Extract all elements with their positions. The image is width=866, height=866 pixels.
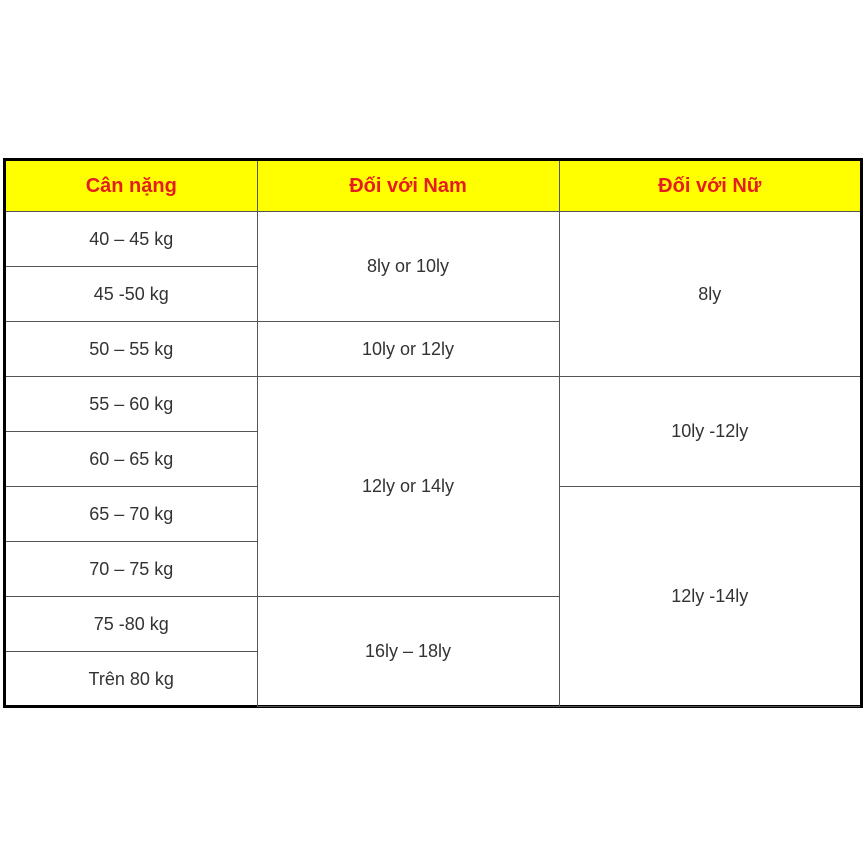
weight-cell: 75 -80 kg xyxy=(6,597,257,652)
table-row xyxy=(6,377,860,432)
header-women: Đối với Nữ xyxy=(559,161,860,212)
table-row xyxy=(6,212,860,267)
header-weight: Cân nặng xyxy=(6,161,257,212)
header-men: Đối với Nam xyxy=(257,161,559,212)
men-size-cell: 10ly or 12ly xyxy=(257,322,559,377)
women-size-cell: 12ly -14ly xyxy=(559,487,860,707)
women-size-cell: 10ly -12ly xyxy=(559,377,860,487)
header-row xyxy=(6,161,860,212)
weight-cell: 55 – 60 kg xyxy=(6,377,257,432)
weight-cell: 50 – 55 kg xyxy=(6,322,257,377)
weight-cell: 40 – 45 kg xyxy=(6,212,257,267)
weight-cell: 45 -50 kg xyxy=(6,267,257,322)
size-chart-table xyxy=(6,161,860,707)
size-chart-table-container xyxy=(3,158,863,708)
men-size-cell: 8ly or 10ly xyxy=(257,212,559,322)
men-size-cell: 16ly – 18ly xyxy=(257,597,559,707)
weight-cell: 70 – 75 kg xyxy=(6,542,257,597)
women-size-cell: 8ly xyxy=(559,212,860,377)
weight-cell: 60 – 65 kg xyxy=(6,432,257,487)
weight-cell: 65 – 70 kg xyxy=(6,487,257,542)
men-size-cell: 12ly or 14ly xyxy=(257,377,559,597)
weight-cell: Trên 80 kg xyxy=(6,652,257,707)
